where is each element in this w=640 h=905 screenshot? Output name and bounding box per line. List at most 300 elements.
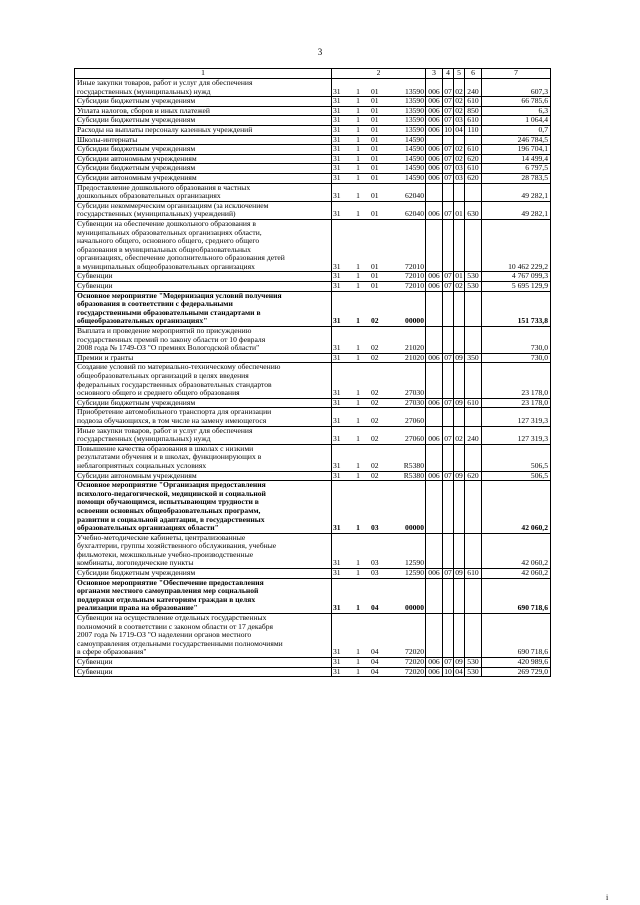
row-code-part: 1 (356, 106, 360, 115)
row-code-part: 1 (356, 173, 360, 182)
table-row (75, 135, 551, 145)
row-col5-cell: 04 (455, 125, 463, 134)
row-name-cell (75, 614, 332, 658)
row-code (333, 136, 424, 145)
row-code-part: 1 (356, 316, 360, 326)
row-col5-cell: 09 (455, 657, 463, 666)
row-col5-cell: 04 (455, 667, 463, 676)
row-code-part: 00000 (405, 316, 424, 326)
row-code-part: 31 (333, 523, 341, 533)
row-code-part: 1 (356, 261, 360, 271)
row-code-part: 31 (333, 343, 341, 353)
row-code-part: 1 (356, 144, 360, 154)
row-code-part: 21020 (405, 343, 424, 353)
row-name-cell (75, 282, 332, 292)
row-name-line: освоении основных общеобразовательных программ, (77, 505, 261, 515)
row-code (333, 97, 424, 106)
row-code (333, 417, 424, 426)
row-amount-cell: 14 499,4 (482, 154, 551, 164)
row-name-line: Приобретение автомобильного транспорта для организации (77, 407, 272, 417)
row-name-line: в сфере образования" (77, 647, 147, 657)
row-name-cell (75, 533, 332, 568)
row-col4-cell: 07 (443, 426, 454, 444)
row-col5-cell: 09 (455, 353, 463, 362)
row-code-part: 13590 (405, 125, 424, 134)
row-code-part: 72010 (405, 261, 424, 271)
row-name-line: результатами обучения и в школах, функционирующих в (77, 452, 262, 462)
row-code (333, 192, 424, 201)
row-name-cell (75, 353, 332, 363)
row-code-part: 31 (333, 316, 341, 326)
row-name-line: Субвенции (77, 667, 113, 676)
row-name-line: развитии и социальной адаптации, в государственных (77, 514, 265, 524)
row-code-part: 31 (333, 460, 341, 470)
row-code-part: 13590 (405, 96, 424, 106)
row-name-cell (75, 291, 332, 326)
row-name-line: полномочий в соответствии с законом области от 17 декабря (77, 621, 273, 631)
row-col6-cell: 610 (465, 116, 482, 126)
row-name-line: Выплата и проведение мероприятий по присуждению (77, 326, 252, 336)
row-code-cell (332, 444, 426, 471)
table-row (75, 408, 551, 426)
row-code-part: 31 (333, 96, 341, 106)
row-code-part: 1 (356, 209, 360, 219)
row-code-cell (332, 173, 426, 183)
row-name-cell (75, 578, 332, 613)
row-col4-cell (443, 444, 454, 471)
row-name-line: муниципальных образовательных организациях области, (77, 227, 262, 237)
row-col4-cell (443, 578, 454, 613)
row-code-part: 1 (356, 271, 360, 281)
row-col3-cell: 006 (426, 282, 443, 292)
row-amount-cell: 23 178,0 (482, 363, 551, 398)
row-col3-cell: 006 (426, 201, 443, 219)
row-code-part: 31 (333, 154, 341, 163)
row-col3-cell (426, 533, 443, 568)
row-name-line: общеобразовательных организаций в целях введения (77, 371, 249, 380)
row-col4-cell: 07 (444, 154, 452, 163)
row-amount-cell: 42 060,2 (482, 533, 551, 568)
row-col5-cell: 09 (455, 471, 463, 480)
row-col3-cell: 006 (426, 569, 443, 579)
row-code-part: 01 (371, 271, 379, 281)
row-col6-cell (465, 533, 482, 568)
row-code-part: 1 (356, 163, 360, 173)
row-name-cell (75, 183, 332, 201)
row-code-part: 1 (356, 96, 360, 106)
row-code-part: 14590 (405, 144, 424, 154)
row-col4-cell: 07 (444, 568, 452, 578)
row-col6-cell (465, 444, 482, 471)
row-col6-cell (465, 327, 482, 354)
row-amount-cell: 42 060,2 (482, 569, 551, 579)
row-code-part: 12590 (405, 558, 424, 568)
row-code-part: 1 (356, 115, 360, 125)
row-code-part: 01 (371, 173, 379, 182)
row-name-line: Уплата налогов, сборов и иных платежей (77, 106, 210, 115)
row-code-part: 00000 (405, 603, 424, 613)
row-name-line: Основное мероприятие "Организация предоставления (77, 480, 266, 490)
row-col4-cell: 07 (444, 398, 452, 407)
row-code-part: 02 (371, 460, 379, 470)
row-code-cell (332, 481, 426, 534)
row-col5-cell: 03 (455, 163, 463, 173)
row-amount-cell: 127 319,3 (482, 408, 551, 426)
row-code-part: 03 (371, 558, 379, 568)
row-code-cell (332, 183, 426, 201)
row-col5-cell (454, 444, 465, 471)
row-code (333, 263, 424, 272)
row-col3-cell (426, 291, 443, 326)
row-code-part: 1 (356, 657, 360, 666)
row-code-part: 31 (333, 106, 341, 115)
table-row (75, 533, 551, 568)
row-amount-cell: 607,3 (482, 79, 551, 97)
row-code-cell (332, 116, 426, 126)
row-col6-cell (465, 408, 482, 426)
row-name-line: поддержки отдельным категориям граждан в целях (77, 594, 256, 604)
row-col6-cell: 610 (465, 569, 482, 579)
row-col5-cell (454, 578, 465, 613)
row-code-part: 02 (371, 316, 379, 326)
row-amount-cell: 0,7 (482, 125, 551, 135)
table-row (75, 145, 551, 155)
row-name-line: Субсидии бюджетным учреждениям (77, 398, 196, 407)
row-col6-cell: 530 (465, 658, 482, 668)
row-code-cell (332, 272, 426, 282)
row-code-part: 27060 (405, 415, 424, 425)
row-code-cell (332, 106, 426, 116)
row-amount-cell: 151 733,8 (482, 291, 551, 326)
row-code-part: 31 (333, 115, 341, 125)
row-col4-cell: 07 (444, 657, 452, 666)
row-code-part: 1 (356, 523, 360, 533)
row-code-part: 31 (333, 415, 341, 425)
row-name-line: образования в муниципальных общеобразовательных (77, 244, 251, 254)
row-col6-cell: 240 (465, 79, 482, 97)
header-cell: 1 (75, 69, 332, 79)
row-col4-cell: 07 (443, 79, 454, 97)
row-code-part: 1 (356, 388, 360, 398)
row-code-part: 31 (333, 657, 341, 666)
row-name-line: подвоза обучающихся, в том числе на замену имеющегося (77, 415, 267, 425)
row-col5-cell: 02 (455, 106, 463, 115)
row-col5-cell (454, 614, 465, 658)
row-amount-cell: 49 282,1 (482, 183, 551, 201)
row-code (333, 648, 424, 657)
row-name-cell (75, 408, 332, 426)
row-col6-cell: 530 (465, 667, 482, 677)
row-code (333, 569, 424, 578)
row-col4-cell: 10 (444, 667, 452, 676)
row-name-cell (75, 272, 332, 282)
row-name-line: самоуправления отдельными государственными полномочиями (77, 638, 283, 648)
row-code-part: 04 (371, 647, 379, 657)
row-col3-cell: 006 (426, 426, 443, 444)
row-code-part: 1 (356, 558, 360, 568)
row-col4-cell: 07 (444, 271, 452, 281)
row-name-line: неблагоприятных социальных условиях (77, 460, 207, 470)
row-code-cell (332, 135, 426, 145)
table-row (75, 667, 551, 677)
row-col3-cell: 006 (426, 471, 443, 481)
row-col4-cell (443, 363, 454, 398)
row-code-part: 31 (333, 434, 341, 444)
row-code (333, 88, 424, 97)
row-code-part: 72020 (405, 657, 424, 666)
row-code (333, 126, 424, 135)
row-name-cell (75, 164, 332, 174)
row-col3-cell (426, 614, 443, 658)
row-col5-cell: 02 (454, 79, 465, 97)
row-code-part: R5380 (403, 460, 424, 470)
row-col5-cell: 09 (455, 568, 463, 578)
row-code-cell (332, 219, 426, 272)
row-code (333, 658, 424, 667)
corner-mark: i (606, 893, 609, 902)
row-code-part: 31 (333, 398, 341, 407)
row-col3-cell: 006 (426, 353, 443, 363)
row-code-cell (332, 426, 426, 444)
row-code-part: 27060 (405, 434, 424, 444)
row-code-part: 14590 (405, 154, 424, 163)
row-code-cell (332, 614, 426, 658)
row-name-line: Премии и гранты (77, 353, 134, 362)
row-col6-cell (465, 291, 482, 326)
row-amount-cell: 127 319,3 (482, 426, 551, 444)
row-code-part: 04 (371, 603, 379, 613)
row-name-line: Субсидии бюджетным учреждениям (77, 163, 196, 173)
row-col5-cell (454, 219, 465, 272)
row-code-part: 01 (371, 163, 379, 173)
row-name-line: Субвенции (77, 657, 113, 666)
row-col4-cell: 07 (444, 144, 452, 154)
row-code-part: 31 (333, 125, 341, 134)
row-name-cell (75, 106, 332, 116)
row-name-line: государственных премий по закону области от 10 февраля (77, 334, 266, 344)
row-name-line: организациях, обеспечение дополнительного образования детей (77, 253, 285, 263)
row-name-cell (75, 327, 332, 354)
row-col3-cell: 006 (426, 79, 443, 97)
row-code-part: 31 (333, 209, 341, 219)
row-code-cell (332, 408, 426, 426)
row-col6-cell: 530 (465, 282, 482, 292)
row-col5-cell (454, 135, 465, 145)
row-name-line: Иные закупки товаров, работ и услуг для обеспечения (77, 426, 253, 435)
row-col3-cell (426, 327, 443, 354)
table-row (75, 97, 551, 107)
table-row (75, 154, 551, 164)
table-row (75, 614, 551, 658)
row-code-cell (332, 533, 426, 568)
row-code-part: 31 (333, 568, 341, 578)
row-code-part: 13590 (405, 86, 424, 96)
table-row (75, 164, 551, 174)
row-amount-cell: 269 729,0 (482, 667, 551, 677)
row-name-line: государственных (муниципальных) нужд (77, 434, 211, 444)
row-amount-cell: 196 704,1 (482, 145, 551, 155)
row-code-part: 02 (371, 353, 379, 362)
row-code-part: 13590 (405, 106, 424, 115)
row-col6-cell: 240 (465, 426, 482, 444)
row-col4-cell: 07 (444, 471, 452, 480)
row-name-line: Субсидии некоммерческим организациям (за исключением (77, 201, 269, 210)
row-col3-cell: 006 (426, 164, 443, 174)
row-code-part: 1 (356, 647, 360, 657)
row-col4-cell: 10 (444, 125, 452, 134)
row-name-cell (75, 444, 332, 471)
row-code (333, 272, 424, 281)
row-code (333, 210, 424, 219)
row-code-part: 01 (371, 191, 379, 201)
row-code-part: 1 (356, 398, 360, 407)
row-code-part: 31 (333, 271, 341, 281)
row-col6-cell: 620 (465, 471, 482, 481)
row-code-part: 1 (356, 281, 360, 291)
row-amount-cell: 246 784,5 (482, 135, 551, 145)
table-row (75, 363, 551, 398)
row-col3-cell (426, 219, 443, 272)
row-code-part: 03 (371, 568, 379, 578)
row-name-line: Субвенции на обеспечение дошкольного образования в (77, 219, 256, 228)
row-code-part: R5380 (403, 471, 424, 480)
row-name-line: комбинаты, логопедические пункты (77, 558, 194, 568)
row-code-part: 1 (356, 191, 360, 201)
table-row (75, 658, 551, 668)
row-name-cell (75, 471, 332, 481)
header-cell: 5 (454, 69, 465, 79)
row-col6-cell: 850 (465, 106, 482, 116)
row-code (333, 344, 424, 353)
row-code (333, 145, 424, 154)
row-col5-cell (454, 408, 465, 426)
row-code-part: 14590 (405, 163, 424, 173)
row-code (333, 462, 424, 471)
row-code-part: 72020 (405, 647, 424, 657)
table-row (75, 578, 551, 613)
row-col6-cell (465, 481, 482, 534)
table-header-row (75, 69, 551, 79)
row-code (333, 524, 424, 533)
row-code (333, 472, 424, 481)
row-code-part: 00000 (405, 523, 424, 533)
header-cell: 3 (426, 69, 443, 79)
row-name-line: дошкольных образовательных организациях (77, 191, 221, 201)
row-code-cell (332, 97, 426, 107)
row-col3-cell: 006 (426, 154, 443, 164)
row-code (333, 282, 424, 291)
row-col5-cell: 09 (455, 398, 463, 407)
row-code-part: 01 (371, 281, 379, 291)
row-name-line: Основное мероприятие "Обеспечение предоставления (77, 578, 264, 587)
row-amount-cell: 42 060,2 (482, 481, 551, 534)
table-row (75, 444, 551, 471)
row-code-part: 31 (333, 471, 341, 480)
row-name-cell (75, 481, 332, 534)
row-code-part: 12590 (405, 568, 424, 578)
table-row (75, 398, 551, 408)
row-amount-cell: 690 718,6 (482, 578, 551, 613)
row-code-part: 31 (333, 353, 341, 362)
table-row (75, 106, 551, 116)
row-col6-cell (465, 578, 482, 613)
row-code-part: 01 (371, 96, 379, 106)
row-amount-cell: 6,3 (482, 106, 551, 116)
row-name-line: в муниципальных общеобразовательных организациях (77, 261, 255, 271)
row-col5-cell (454, 481, 465, 534)
row-code-part: 02 (371, 343, 379, 353)
row-code-part: 1 (356, 434, 360, 444)
row-name-cell (75, 658, 332, 668)
row-code-cell (332, 353, 426, 363)
row-name-line: Учебно-методические кабинеты, централизованные (77, 533, 246, 542)
table-row (75, 426, 551, 444)
table-row (75, 201, 551, 219)
table-row (75, 353, 551, 363)
row-col6-cell: 610 (465, 145, 482, 155)
row-col5-cell: 02 (455, 96, 463, 106)
row-code-part: 27030 (405, 398, 424, 407)
row-amount-cell: 28 783,5 (482, 173, 551, 183)
row-col6-cell (465, 135, 482, 145)
row-col3-cell: 006 (426, 658, 443, 668)
row-col3-cell: 006 (426, 116, 443, 126)
row-amount-cell: 6 797,5 (482, 164, 551, 174)
row-code-cell (332, 327, 426, 354)
row-code-part: 1 (356, 667, 360, 676)
row-name-cell (75, 97, 332, 107)
row-name-line: бухгалтерии, группы хозяйственного обслуживания, учебные (77, 541, 277, 551)
row-code (333, 164, 424, 173)
row-name-cell (75, 363, 332, 398)
row-col4-cell (443, 408, 454, 426)
row-amount-cell: 10 462 229,2 (482, 219, 551, 272)
row-col3-cell: 006 (426, 106, 443, 116)
row-name-line: Субвенции (77, 271, 113, 281)
row-col3-cell: 006 (426, 145, 443, 155)
row-code-cell (332, 125, 426, 135)
row-col6-cell: 620 (465, 173, 482, 183)
row-code-part: 72010 (405, 271, 424, 281)
row-amount-cell: 420 989,6 (482, 658, 551, 668)
row-col4-cell: 07 (444, 163, 452, 173)
table-row (75, 481, 551, 534)
row-code-part: 1 (356, 471, 360, 480)
row-name-line: Школы-интернаты (77, 135, 138, 144)
row-col4-cell: 07 (444, 173, 452, 182)
row-code-part: 72020 (405, 667, 424, 676)
row-code-part: 01 (371, 86, 379, 96)
table-row (75, 569, 551, 579)
row-col5-cell: 02 (454, 426, 465, 444)
row-col5-cell: 01 (455, 271, 463, 281)
row-name-line: государственных (муниципальных) нужд (77, 86, 211, 96)
row-name-line: 2008 года № 1749-ОЗ "О премиях Вологодской области" (77, 343, 260, 353)
row-code (333, 317, 424, 326)
row-col5-cell (454, 183, 465, 201)
row-col6-cell (465, 363, 482, 398)
row-name-line: федеральных государственных образовательных стандартов (77, 379, 272, 389)
row-code-cell (332, 282, 426, 292)
row-code-part: 31 (333, 144, 341, 154)
row-code-part: 31 (333, 163, 341, 173)
row-code-part: 31 (333, 135, 341, 144)
row-col5-cell (454, 327, 465, 354)
row-name-line: общеобразовательных организациях" (77, 316, 208, 326)
row-code (333, 435, 424, 444)
row-col4-cell (443, 135, 454, 145)
row-name-line: образовательных организациях области" (77, 523, 219, 533)
